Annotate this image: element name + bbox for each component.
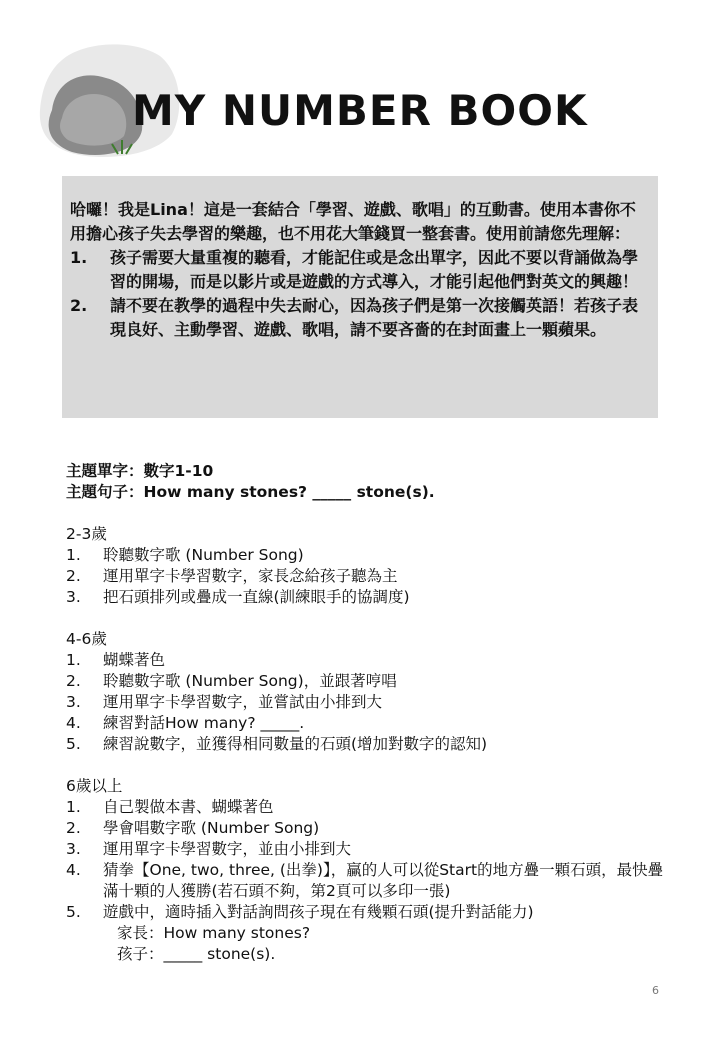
list-item xyxy=(66,818,666,839)
section-title: 6歲以上 xyxy=(66,777,123,795)
list-item xyxy=(66,797,666,818)
list-item xyxy=(66,692,666,713)
section-title: 2-3歲 xyxy=(66,525,107,543)
list-item-text: 運用單字卡學習數字，家長念給孩子聽為主 xyxy=(103,567,398,585)
section-age-2-3 xyxy=(66,524,666,608)
list-item-number: 3. xyxy=(66,693,81,711)
list-item-number: 2. xyxy=(66,672,81,690)
list-item-text: 練習說數字，並獲得相同數量的石頭(增加對數字的認知) xyxy=(103,735,488,753)
section-title: 4-6歲 xyxy=(66,630,107,648)
list-item xyxy=(66,839,666,860)
page-title: MY NUMBER BOOK xyxy=(132,86,588,135)
list-item-text: 練習對話How many? _____. xyxy=(103,714,305,732)
intro-item-text: 請不要在教學的過程中失去耐心，因為孩子們是第一次接觸英語！若孩子表現良好、主動學習、遊戲、歌唱，請不要吝嗇的在封面畫上一顆蘋果。 xyxy=(110,296,639,339)
list-item-number: 2. xyxy=(66,567,81,585)
intro-item-number: 2. xyxy=(70,296,88,315)
list-item-number: 1. xyxy=(66,546,81,564)
dialog-line-child: 孩子：_____ stone(s). xyxy=(117,945,276,963)
list-item xyxy=(66,650,666,671)
list-item-text: 遊戲中，適時插入對話詢問孩子現在有幾顆石頭(提升對話能力) xyxy=(103,903,534,921)
intro-item xyxy=(70,246,644,294)
list-item-text: 自己製做本書、蝴蝶著色 xyxy=(103,798,274,816)
list-item-text: 運用單字卡學習數字，並嘗試由小排到大 xyxy=(103,693,383,711)
theme-sentence: 主題句子：How many stones? _____ stone(s). xyxy=(66,483,435,501)
list-item-number: 1. xyxy=(66,651,81,669)
activity-list xyxy=(66,545,666,608)
list-item-text: 聆聽數字歌 (Number Song)，並跟著哼唱 xyxy=(103,672,397,690)
list-item-text: 學會唱數字歌 (Number Song) xyxy=(103,819,320,837)
list-item-text: 把石頭排列或疊成一直線(訓練眼手的協調度) xyxy=(103,588,410,606)
content xyxy=(66,461,666,965)
list-item xyxy=(66,587,666,608)
intro-list xyxy=(70,246,644,342)
list-item xyxy=(66,713,666,734)
list-item-number: 3. xyxy=(66,840,81,858)
intro-paragraph: 哈囉！我是Lina！這是一套結合「學習、遊戲、歌唱」的互動書。使用本書你不用擔心孩子失去學習的樂趣，也不用花大筆錢買一整套書。使用前請您先理解： xyxy=(70,200,636,243)
intro-item xyxy=(70,294,644,342)
list-item-number: 2. xyxy=(66,819,81,837)
section-age-6-plus xyxy=(66,776,666,965)
list-item xyxy=(66,545,666,566)
dialog-line-parent: 家長：How many stones? xyxy=(117,924,311,942)
list-item-number: 1. xyxy=(66,798,81,816)
list-item-number: 3. xyxy=(66,588,81,606)
list-item xyxy=(66,860,666,902)
list-item-number: 5. xyxy=(66,735,81,753)
intro-item-number: 1. xyxy=(70,248,88,267)
intro-item-text: 孩子需要大量重複的聽看，才能記住或是念出單字，因此不要以背誦做為學習的開場，而是以影片或是遊戲的方式導入，才能引起他們對英文的興趣！ xyxy=(110,248,639,291)
list-item xyxy=(66,566,666,587)
list-item xyxy=(66,734,666,755)
list-item-text: 猜拳【One, two, three, (出拳)】，贏的人可以從Start的地方疊一顆石頭，最快疊滿十顆的人獲勝(若石頭不夠，第2頁可以多印一張) xyxy=(103,861,664,900)
activity-list xyxy=(66,797,666,923)
list-item xyxy=(66,671,666,692)
theme-words: 主題單字：數字1-10 xyxy=(66,462,214,480)
section-age-4-6 xyxy=(66,629,666,755)
list-item-text: 聆聽數字歌 (Number Song) xyxy=(103,546,304,564)
activity-list xyxy=(66,650,666,755)
intro-box xyxy=(62,176,658,418)
list-item-number: 4. xyxy=(66,861,81,879)
list-item-text: 蝴蝶著色 xyxy=(103,651,166,669)
list-item xyxy=(66,902,666,923)
page-number: 6 xyxy=(652,984,659,997)
list-item-number: 4. xyxy=(66,714,81,732)
list-item-number: 5. xyxy=(66,903,81,921)
list-item-text: 運用單字卡學習數字，並由小排到大 xyxy=(103,840,352,858)
